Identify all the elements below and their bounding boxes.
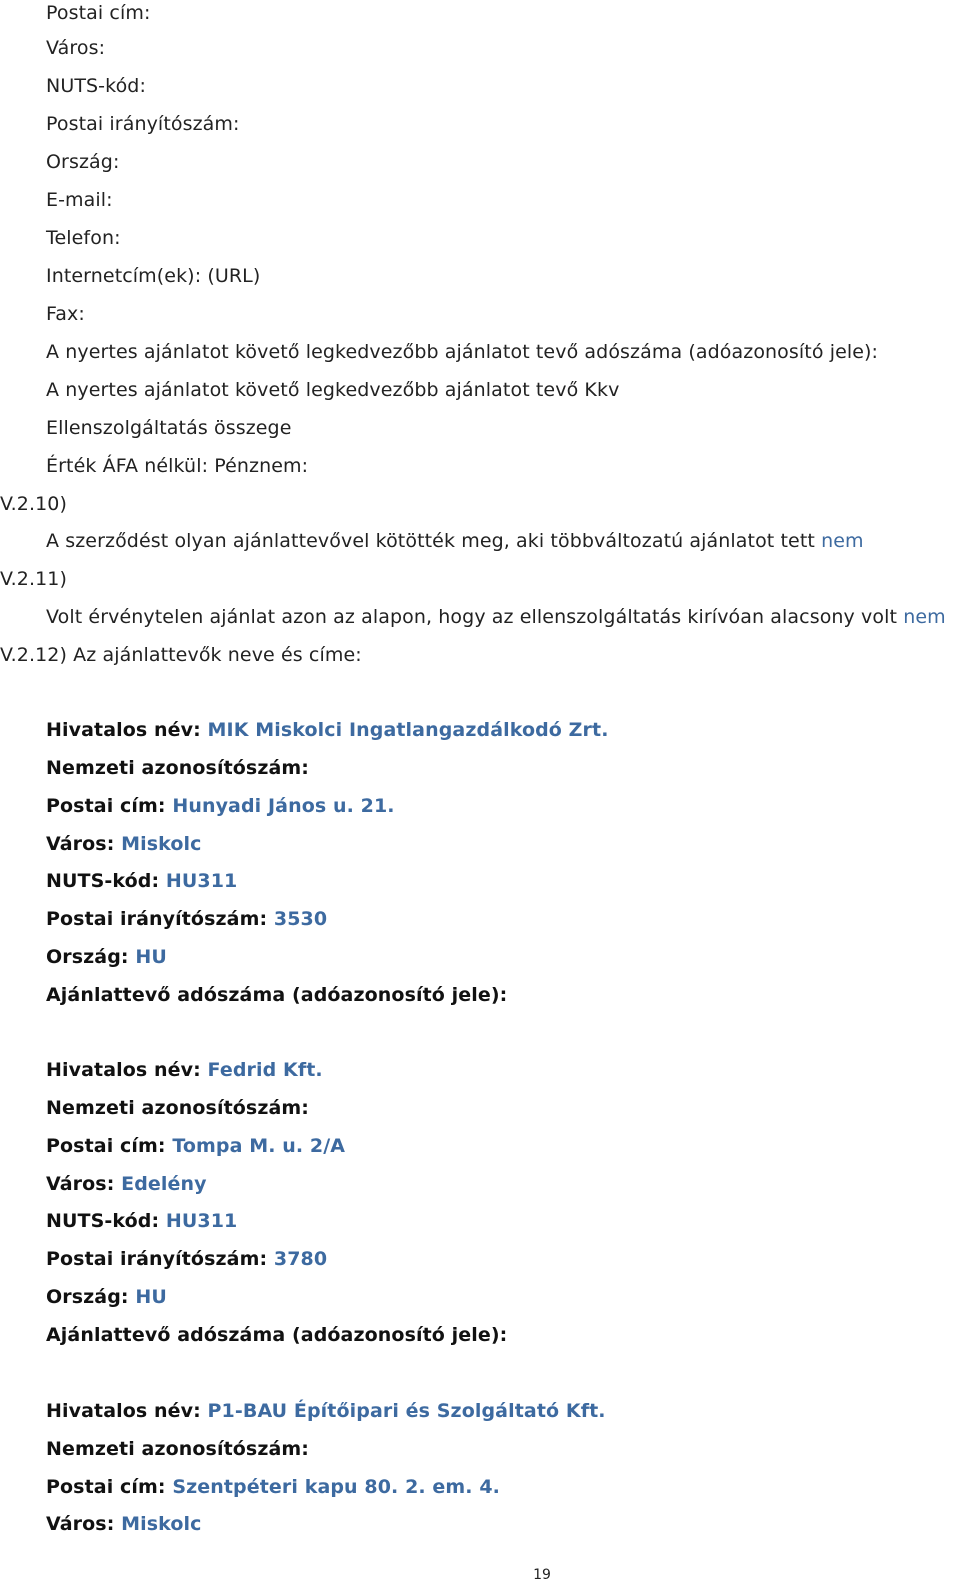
bidder-2-address-row: [46, 1133, 345, 1159]
field-label-email: E-mail:: [46, 189, 113, 211]
bidder-1-nuts-row: [46, 868, 237, 894]
field-label-consideration: Ellenszolgáltatás összege: [46, 417, 292, 439]
bidder-1-tax-id-label: Ajánlattevő adószáma (adóazonosító jele):: [46, 984, 508, 1006]
bidder-1-postcode-label: Postai irányítószám:: [46, 908, 268, 930]
bidder-3-address-label: Postai cím:: [46, 1476, 166, 1498]
bidder-1-postcode-row: [46, 906, 327, 932]
bidder-3-national-id-label: Nemzeti azonosítószám:: [46, 1438, 309, 1460]
bidder-3-city: Miskolc: [121, 1513, 202, 1535]
bidder-2-country-row: [46, 1284, 167, 1310]
bidder-1-country: HU: [135, 946, 167, 968]
field-label-nuts: NUTS-kód:: [46, 75, 146, 97]
bidder-1-city-label: Város:: [46, 833, 115, 855]
page-number: 19: [533, 1567, 551, 1583]
bidder-2-nuts-row: [46, 1208, 237, 1234]
bidder-2-city: Edelény: [121, 1173, 207, 1195]
bidder-3-name: P1-BAU Építőipari és Szolgáltató Kft.: [207, 1400, 606, 1422]
bidder-2-postcode: 3780: [273, 1248, 328, 1270]
bidder-1-name-row: [46, 717, 609, 743]
bidder-1-postcode: 3530: [273, 908, 328, 930]
bidder-2-tax-id-label: Ajánlattevő adószáma (adóazonosító jele):: [46, 1324, 508, 1346]
bidder-2-name-label: Hivatalos név:: [46, 1059, 201, 1081]
bidder-2-nuts: HU311: [165, 1210, 238, 1232]
section-v211-question: [46, 604, 946, 630]
bidder-2-city-row: [46, 1171, 207, 1197]
bidder-3-city-row: [46, 1511, 202, 1537]
section-number-v211: V.2.11): [0, 568, 68, 590]
bidder-1-nuts: HU311: [165, 870, 238, 892]
section-number-v210: V.2.10): [0, 493, 68, 515]
section-v210-question: [46, 528, 864, 554]
bidder-1-national-id-label: Nemzeti azonosítószám:: [46, 757, 309, 779]
section-v210-text: A szerződést olyan ajánlattevővel kötötték meg, aki többváltozatú ajánlatot tett: [46, 530, 815, 552]
field-label-city: Város:: [46, 37, 106, 59]
field-label-fax: Fax:: [46, 303, 85, 325]
bidder-1-country-label: Ország:: [46, 946, 129, 968]
section-v210-answer: nem: [821, 530, 864, 552]
section-v211-text: Volt érvénytelen ajánlat azon az alapon, hogy az ellenszolgáltatás kirívóan alacsony volt: [46, 606, 898, 628]
bidder-1-nuts-label: NUTS-kód:: [46, 870, 160, 892]
bidder-1-address: Hunyadi János u. 21.: [172, 795, 395, 817]
bidder-1-address-row: [46, 793, 395, 819]
bidder-2-name-row: [46, 1057, 323, 1083]
bidder-1-name-label: Hivatalos név:: [46, 719, 201, 741]
bidder-2-country: HU: [135, 1286, 167, 1308]
bidder-3-name-row: [46, 1398, 606, 1424]
field-label-runner-up-sme: A nyertes ajánlatot követő legkedvezőbb ajánlatot tevő Kkv: [46, 379, 620, 401]
bidder-1-name: MIK Miskolci Ingatlangazdálkodó Zrt.: [207, 719, 609, 741]
bidder-2-postcode-row: [46, 1246, 327, 1272]
bidder-1-address-label: Postai cím:: [46, 795, 166, 817]
bidder-2-country-label: Ország:: [46, 1286, 129, 1308]
bidder-2-nuts-label: NUTS-kód:: [46, 1210, 160, 1232]
bidder-1-country-row: [46, 944, 167, 970]
bidder-2-postcode-label: Postai irányítószám:: [46, 1248, 268, 1270]
bidder-1-city-row: [46, 831, 202, 857]
bidder-2-name: Fedrid Kft.: [207, 1059, 323, 1081]
bidder-2-city-label: Város:: [46, 1173, 115, 1195]
field-label-postcode: Postai irányítószám:: [46, 113, 240, 135]
bidder-3-address: Szentpéteri kapu 80. 2. em. 4.: [172, 1476, 500, 1498]
bidder-1-city: Miskolc: [121, 833, 202, 855]
bidder-2-national-id-label: Nemzeti azonosítószám:: [46, 1097, 309, 1119]
field-label-runner-up-tax-id: A nyertes ajánlatot követő legkedvezőbb ajánlatot tevő adószáma (adóazonosító jele):: [46, 341, 879, 363]
bidder-2-address: Tompa M. u. 2/A: [172, 1135, 346, 1157]
bidder-3-city-label: Város:: [46, 1513, 115, 1535]
bidder-3-name-label: Hivatalos név:: [46, 1400, 201, 1422]
field-label-value-excl-vat: Érték ÁFA nélkül: Pénznem:: [46, 455, 309, 477]
bidder-2-address-label: Postai cím:: [46, 1135, 166, 1157]
section-v211-answer: nem: [903, 606, 946, 628]
section-heading-v212: V.2.12) Az ajánlattevők neve és címe:: [0, 644, 362, 666]
field-label-url: Internetcím(ek): (URL): [46, 265, 261, 287]
bidder-3-address-row: [46, 1474, 500, 1500]
field-label-phone: Telefon:: [46, 227, 121, 249]
field-label-postal-address: Postai cím:: [46, 2, 151, 24]
field-label-country: Ország:: [46, 151, 120, 173]
